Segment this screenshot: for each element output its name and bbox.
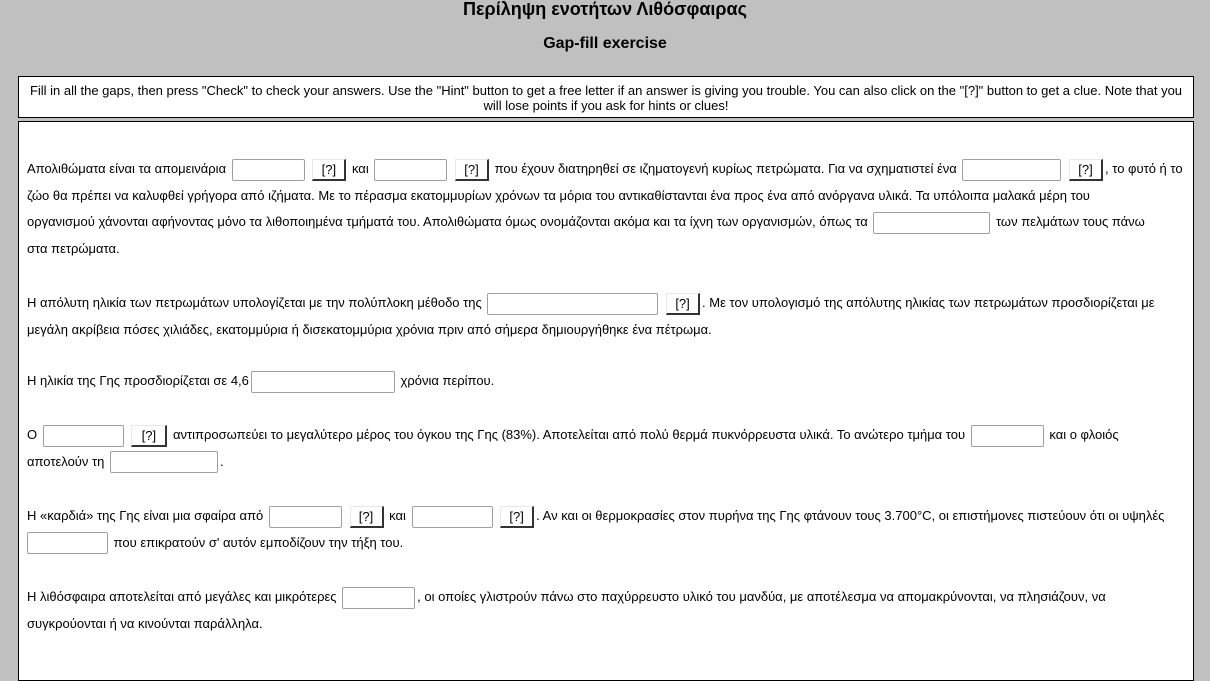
text: στα πετρώματα.	[27, 240, 120, 256]
page-title: Περίληψη ενοτήτων Λιθόσφαιρας	[463, 0, 747, 19]
instructions-box	[18, 76, 1194, 118]
text: αποτελούν τη	[27, 453, 105, 469]
text: μεγάλη ακρίβεια πόσες χιλιάδες, εκατομμύρια ή δισεκατομμύρια χρόνια πριν από σήμερα δημιουργήθηκε ένα πέτρωμα.	[27, 321, 712, 337]
text: , οι οποίες γλιστρούν πάνω στο παχύρρευστο υλικό του μανδύα, με αποτέλεσμα να απομακρύνονται, να πλησιάζουν, να	[417, 589, 1106, 604]
paragraph-absolute-age	[27, 290, 1177, 343]
text: αντιπροσωπεύει το μεγαλύτερο μέρος του όγκου της Γης (83%). Αποτελείται από πολύ θερμά πυκνόρρευστα υλικά. Το ανώτερο τμήμα του	[173, 427, 966, 442]
paragraph-fossils	[27, 156, 1183, 262]
text: των πελμάτων τους πάνω	[995, 214, 1145, 229]
gap-input-10[interactable]	[269, 506, 342, 528]
text: που έχουν διατηρηθεί σε ιζηματογενή κυρίως πετρώματα. Για να σχηματιστεί ένα	[494, 161, 957, 176]
text: , το φυτό ή το	[1105, 161, 1183, 176]
text: Η λιθόσφαιρα αποτελείται από μεγάλες και μικρότερες	[27, 589, 337, 604]
clue-button-11[interactable]: [?]	[500, 506, 534, 528]
text: Ο	[27, 427, 38, 442]
gap-input-9[interactable]	[110, 451, 218, 473]
gap-input-6[interactable]	[251, 371, 395, 393]
text: και ο φλοιός	[1049, 427, 1119, 442]
text: Απολιθώματα είναι τα απομεινάρια	[27, 161, 227, 176]
gap-input-3[interactable]	[962, 159, 1061, 181]
gap-input-7[interactable]	[43, 425, 124, 447]
text: Η απόλυτη ηλικία των πετρωμάτων υπολογίζεται με την πολύπλοκη μέθοδο της	[27, 295, 482, 310]
text: και	[389, 508, 406, 523]
paragraph-core	[27, 503, 1177, 556]
clue-button-1[interactable]: [?]	[312, 159, 346, 181]
text: και	[351, 161, 369, 176]
text: οργανισμού χάνονται αφήνοντας μόνο τα λιθοποιημένα τμήματά του. Απολιθώματα όμως ονομάζονται ακόμα και τα ίχνη των οργανισμών, όπως τα	[27, 214, 868, 229]
text: συγκρούονται ή να κινούνται παράλληλα.	[27, 615, 263, 631]
gap-input-2[interactable]	[374, 159, 447, 181]
text: που επικρατούν σ' αυτόν εμποδίζουν την τήξη του.	[113, 534, 404, 550]
clue-button-3[interactable]: [?]	[1069, 159, 1103, 181]
clue-button-2[interactable]: [?]	[455, 159, 489, 181]
exercise-body	[18, 121, 1194, 681]
text: .	[220, 453, 224, 469]
text: χρόνια περίπου.	[400, 373, 495, 388]
gap-input-12[interactable]	[27, 532, 108, 554]
gap-input-1[interactable]	[232, 159, 305, 181]
gap-input-11[interactable]	[412, 506, 493, 528]
clue-button-5[interactable]: [?]	[666, 293, 700, 315]
clue-button-7[interactable]: [?]	[131, 425, 167, 447]
paragraph-mantle	[27, 422, 1177, 475]
paragraph-lithosphere	[27, 584, 1177, 637]
exercise-type-title: Gap-fill exercise	[543, 35, 667, 52]
text: Η ηλικία της Γης προσδιορίζεται σε 4,6	[27, 373, 249, 388]
text: . Με τον υπολογισμό της απόλυτης ηλικίας των πετρωμάτων προσδιορίζεται με	[702, 295, 1155, 310]
gap-input-13[interactable]	[342, 587, 415, 609]
text: . Αν και οι θερμοκρασίες στον πυρήνα της Γης φτάνουν τους 3.700°C, οι επιστήμονες πιστεύουν ότι οι υψηλές	[536, 508, 1165, 523]
text: Η «καρδιά» της Γης είναι μια σφαίρα από	[27, 508, 264, 523]
paragraph-earth-age	[27, 368, 1177, 395]
clue-button-10[interactable]: [?]	[350, 506, 384, 528]
gap-input-5[interactable]	[487, 293, 658, 315]
instructions-text: Fill in all the gaps, then press "Check" to check your answers. Use the "Hint" button to get a free letter if an answer is giving you trouble. You can also click on the "[?]" button to get a clue. Note that you will lose points if you ask for hints or clues!	[29, 83, 1183, 113]
gap-input-4[interactable]	[873, 212, 990, 234]
text: ζώο θα πρέπει να καλυφθεί γρήγορα από ιζήματα. Με το πέρασμα εκατομμυρίων χρόνων τα μόρια του αντικαθίστανται ένα προς ένα από ανόργανα υλικά. Τα υπόλοιπα μαλακά μέρη του	[27, 187, 1090, 203]
gap-input-8[interactable]	[971, 425, 1044, 447]
